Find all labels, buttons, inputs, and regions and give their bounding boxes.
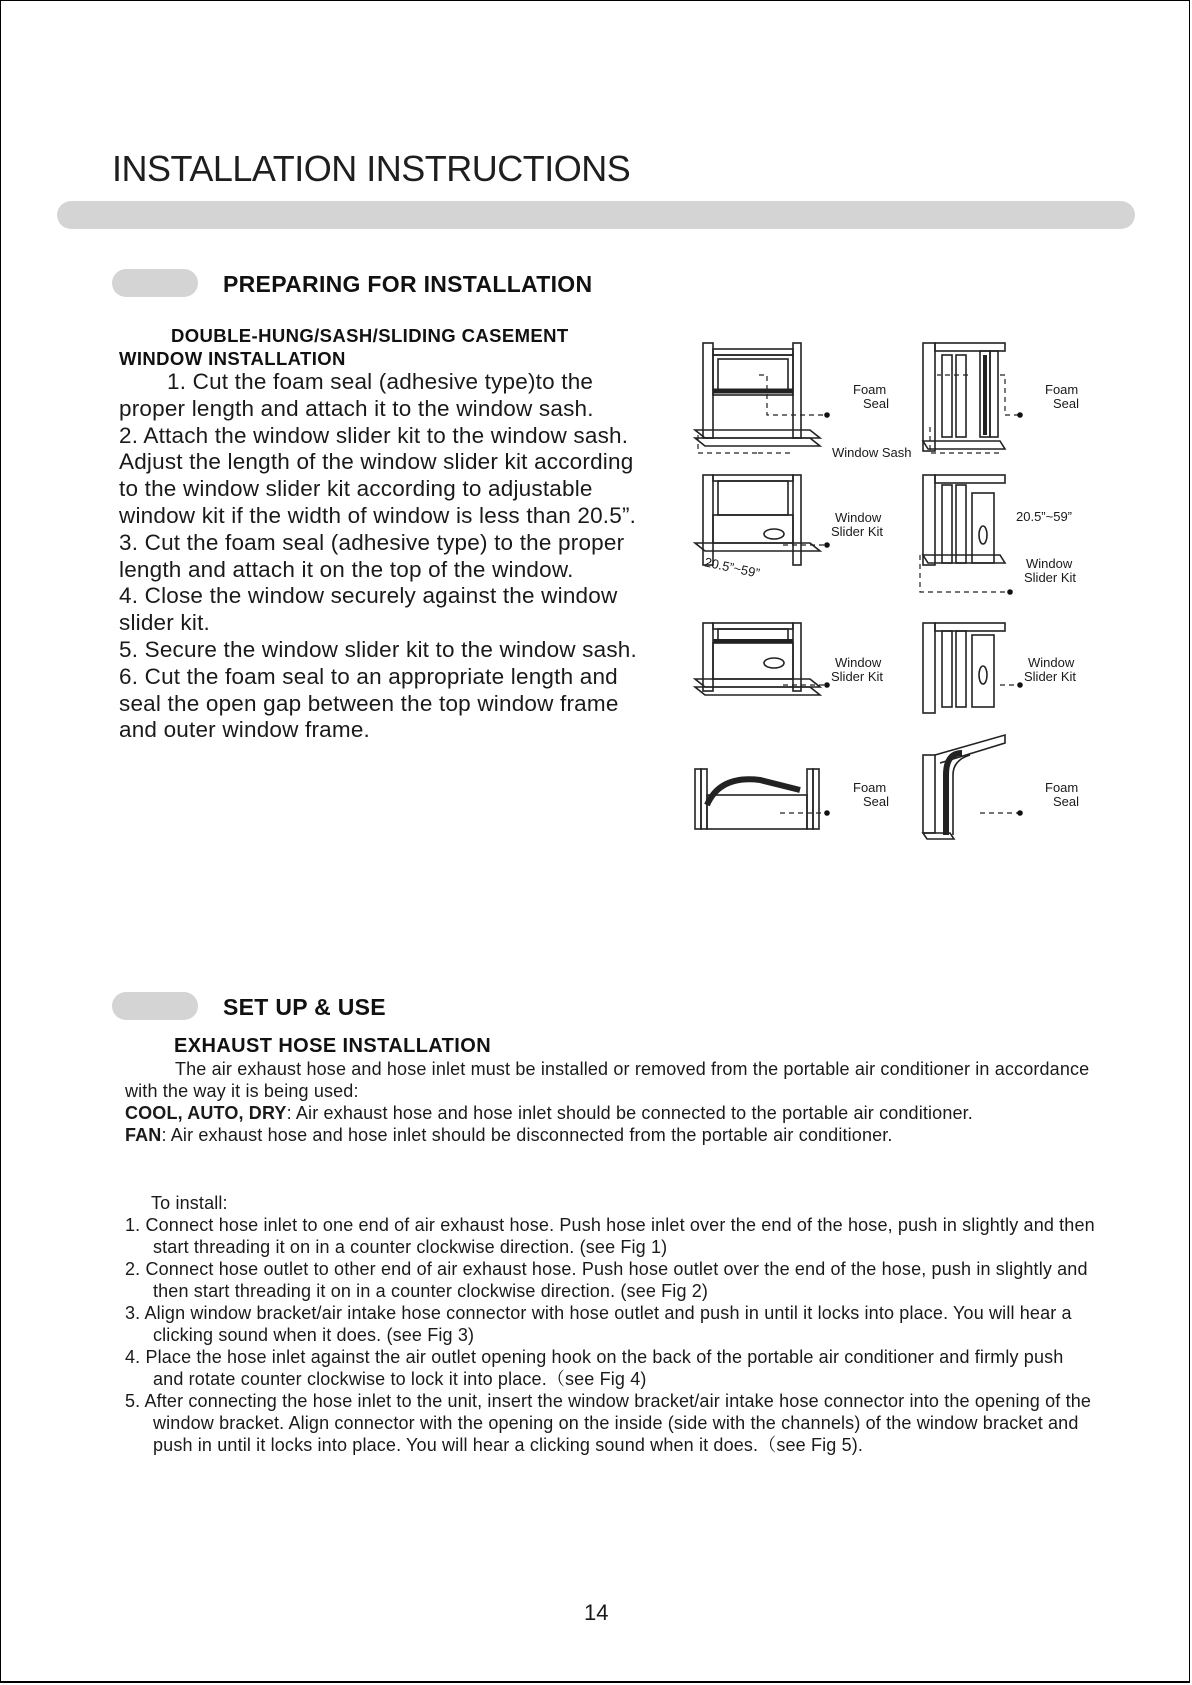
- section-marker-preparing: [112, 269, 198, 297]
- diagram-foam-seal-gap-left: [695, 769, 819, 829]
- diagram-window-slider-kit-left: [695, 475, 820, 565]
- page-title: INSTALLATION INSTRUCTIONS: [112, 148, 631, 189]
- label-seal-4: Seal: [1053, 794, 1080, 809]
- install-step-5: 5. After connecting the hose inlet to the unit, insert the window bracket/air intake hose connector into the opening of the window bracket. Align connector with the opening on the inside (side with the channels) of the window bracket and push in until it locks into place. You will hear a clicking sound when it does.（see Fig 5).: [125, 1391, 1092, 1455]
- label-foam-3: Foam: [853, 780, 887, 795]
- install-steps: [125, 1192, 1095, 1456]
- section-marker-setup: [112, 992, 198, 1020]
- setup-intro: The air exhaust hose and hose inlet must be installed or removed from the portable air conditioner in accordance with the way it is being used:: [125, 1059, 1090, 1101]
- cool-mode-label: COOL, AUTO, DRY: [125, 1103, 287, 1123]
- preparing-steps: [119, 369, 649, 744]
- setup-cool-line: [125, 1102, 1125, 1124]
- label-seal-3: Seal: [863, 794, 890, 809]
- window-install-subheading-line1: DOUBLE-HUNG/SASH/SLIDING CASEMENT: [171, 325, 569, 346]
- diagram-window-foam-seal-left: [695, 343, 820, 446]
- label-seal-2: Seal: [1053, 396, 1080, 411]
- label-window-sash: Window Sash: [832, 445, 912, 460]
- title-divider-bar: [57, 201, 1135, 229]
- label-slider-kit-3: Slider Kit: [831, 669, 884, 684]
- label-window-1: Window: [835, 510, 882, 525]
- cool-mode-text: : Air exhaust hose and hose inlet should be connected to the portable air conditioner.: [286, 1103, 973, 1123]
- diagram-window-slider-kit-right: [923, 475, 1005, 565]
- preparing-step-1: 1. Cut the foam seal (adhesive type)to the proper length and attach it to the window sash.: [119, 369, 594, 421]
- preparing-heading: PREPARING FOR INSTALLATION: [223, 271, 593, 297]
- to-install-label: To install:: [151, 1193, 228, 1213]
- setup-heading: SET UP & USE: [223, 994, 386, 1020]
- setup-fan-line: [125, 1124, 1125, 1146]
- label-range-vertical: 20.5”~59”: [1016, 509, 1073, 524]
- label-seal-1: Seal: [863, 396, 890, 411]
- preparing-step-6: 6. Cut the foam seal to an appropriate length and seal the open gap between the top window frame and outer window frame.: [119, 663, 619, 743]
- preparing-step-4: 4. Close the window securely against the window slider kit.: [119, 583, 618, 636]
- window-installation-diagram: [680, 335, 1100, 855]
- diagram-foam-seal-gap-right: [923, 735, 1005, 839]
- diagram-window-closed-left: [695, 623, 820, 695]
- install-step-4: 4. Place the hose inlet against the air outlet opening hook on the back of the portable air conditioner and firmly push and rotate counter clockwise to lock it into place.（see Fig 4): [125, 1347, 1064, 1389]
- label-range-slanted: 20.5”~59”: [703, 554, 762, 581]
- install-step-3: 3. Align window bracket/air intake hose connector with hose outlet and push in until it locks into place. You will hear a clicking sound when it does. (see Fig 3): [125, 1303, 1072, 1345]
- preparing-step-2: 2. Attach the window slider kit to the window sash. Adjust the length of the window slider kit according to the window slider kit according to adjustable window kit if the width of window is less than 20.5”.: [119, 422, 637, 528]
- label-window-2: Window: [1026, 556, 1073, 571]
- label-window-4: Window: [1028, 655, 1075, 670]
- label-window-3: Window: [835, 655, 882, 670]
- label-slider-kit-2: Slider Kit: [1024, 570, 1077, 585]
- fan-mode-label: FAN: [125, 1125, 162, 1145]
- page-number: 14: [584, 1600, 609, 1625]
- fan-mode-text: : Air exhaust hose and hose inlet should be disconnected from the portable air conditioner.: [161, 1125, 893, 1145]
- install-step-1: 1. Connect hose inlet to one end of air exhaust hose. Push hose inlet over the end of the hose, push in slightly and then start threading it on in a counter clockwise direction. (see Fig 1): [125, 1215, 1095, 1257]
- preparing-step-5: 5. Secure the window slider kit to the window sash.: [119, 636, 637, 662]
- label-foam-2: Foam: [1045, 382, 1079, 397]
- label-slider-kit-1: Slider Kit: [831, 524, 884, 539]
- label-slider-kit-4: Slider Kit: [1024, 669, 1077, 684]
- diagram-window-closed-right: [923, 623, 1005, 713]
- label-foam-4: Foam: [1045, 780, 1079, 795]
- window-install-subheading-line2: WINDOW INSTALLATION: [119, 348, 346, 369]
- exhaust-hose-subheading: EXHAUST HOSE INSTALLATION: [174, 1035, 492, 1057]
- diagram-window-foam-seal-right: [923, 343, 1005, 451]
- label-foam-1: Foam: [853, 382, 887, 397]
- setup-intro-block: [125, 1058, 1125, 1146]
- install-step-2: 2. Connect hose outlet to other end of air exhaust hose. Push hose outlet over the end of the hose, push in slightly and then start threading it on in a counter clockwise direction. (see Fig 2): [125, 1259, 1088, 1301]
- preparing-step-3: 3. Cut the foam seal (adhesive type) to the proper length and attach it on the top of the window.: [119, 529, 625, 582]
